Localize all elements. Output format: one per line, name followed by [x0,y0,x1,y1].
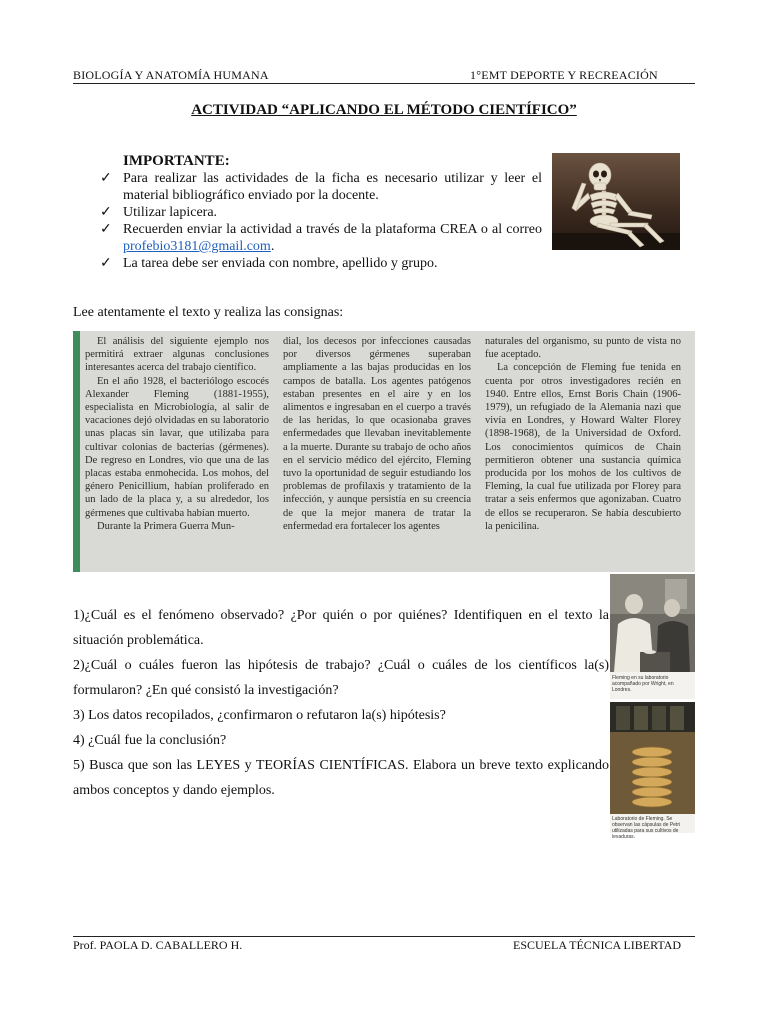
email-link[interactable]: profebio3181@gmail.com [123,239,271,254]
margin-bar [73,331,80,572]
question-5: 5) Busca que son las LEYES y TEORÍAS CIENTÍFICAS. Elabora un breve texto explicando ambos conceptos y dando ejemplos. [73,758,609,798]
question-2: 2)¿Cuál o cuáles fueron las hipótesis de trabajo? ¿Cuál o cuáles de los científicos la(s) formularon? ¿En qué consistó la investigación? [73,658,609,698]
checkmark-icon: ✓ [100,205,112,220]
bullet-item: ✓ Para realizar las actividades de la ficha es necesario utilizar y leer el material bibliográfico enviado por la docente. [100,171,542,203]
bullet-item: ✓ La tarea debe ser enviada con nombre, apellido y grupo. [100,256,438,271]
footer-teacher: Prof. PAOLA D. CABALLERO H. [73,938,243,952]
photo-caption: Laboratorio de Fleming. Se observan las cápsulas de Petri utilizadas para sus cultivos de levaduras. [612,816,681,840]
footer-school: ESCUELA TÉCNICA LIBERTAD [513,938,682,952]
header-course: 1°EMT DEPORTE Y RECREACIÓN [470,68,658,82]
fleming-photo [610,574,695,699]
skeleton-image [552,153,680,250]
header-rule [73,83,695,84]
petri-photo [610,702,695,840]
instruction-lead: Lee atentamente el texto y realiza las consignas: [73,305,344,320]
passage-column-1: El análisis del siguiente ejemplo nos permitirá extraer algunas conclusiones interesantes acerca del trabajo científico. En el año 1928, el bacteriólogo escocés Alexander Fleming (1881-1955), especialista en Microbiología, al salir de vacaciones dejó olvidadas en su laboratorio unas placas sin lavar, que utilizaba para cultivar colonias de bacterias (gérmenes). De regreso en Londres, vio que una de las placas estaba enmohecida. Los mohos, del género Penicillium, habían proliferado en un lado de la placa y, a su alrededor, los gérmenes que cultivaba habían muerto. Durante la Primera Guerra Mun- [85,336,269,532]
activity-title: ACTIVIDAD “APLICANDO EL MÉTODO CIENTÍFICO” [191,102,577,118]
checkmark-icon: ✓ [100,222,112,237]
footer-rule [73,936,695,937]
header-subject: BIOLOGÍA Y ANATOMÍA HUMANA [73,68,269,82]
important-heading: IMPORTANTE: [123,153,230,169]
question-3: 3) Los datos recopilados, ¿confirmaron o refutaron la(s) hipótesis? [73,708,446,723]
question-4: 4) ¿Cuál fue la conclusión? [73,733,227,748]
checkmark-icon: ✓ [100,256,112,271]
passage-column-3: naturales del organismo, su punto de vista no fue aceptado. La concepción de Fleming fue tenida en cuenta por otros investigadores recién en 1940. Entre ellos, Ernst Boris Chain (1906-1979), un refugiado de la Alemania nazi que vivía en Londres, y Howard Walter Florey (1898-1968), de la Universidad de Oxford. Los conocimientos químicos de Chain permitieron obtener una sustancia química producida por los mohos de los cultivos de Fleming, la cual fue utilizada por Florey para tratar a seis enfermos que agonizaban. Cuatro de ellos se recuperaron. Se había descubierto la penicilina. [485,336,681,532]
bullet-item: ✓ Utilizar lapicera. [100,205,218,220]
photo-caption: Fleming en su laboratorio acompañado por Wright, en Londres. [612,675,674,693]
bullet-item: ✓ Recuerden enviar la actividad a través de la plataforma CREA o al correo profebio3181@gmail.com. [100,222,542,254]
checkmark-icon: ✓ [100,171,112,186]
question-1: 1)¿Cuál es el fenómeno observado? ¿Por quién o por quiénes? Identifiquen en el texto la situación problemática. [73,608,609,648]
reading-passage [73,331,695,572]
passage-column-2: dial, los decesos por infecciones causadas por diversos gérmenes superaban ampliamente a las bajas producidas en los campos de batalla. Los agentes patógenos estaban presentes en el aire y en los alimentos e ingresaban en el cuerpo a través de las heridas, lo que ocasionaba graves enfermedades que llevaban inevitablemente a la muerte. Durante su trabajo de ocho años en el servicio médico del ejército, Fleming tuvo la oportunidad de seguir estudiando los problemas de profilaxis y tratamiento de la infección, y aunque persistía en su creencia de que la mejor manera de tratar la enfermedad era fortalecer los agentes [283,336,471,532]
